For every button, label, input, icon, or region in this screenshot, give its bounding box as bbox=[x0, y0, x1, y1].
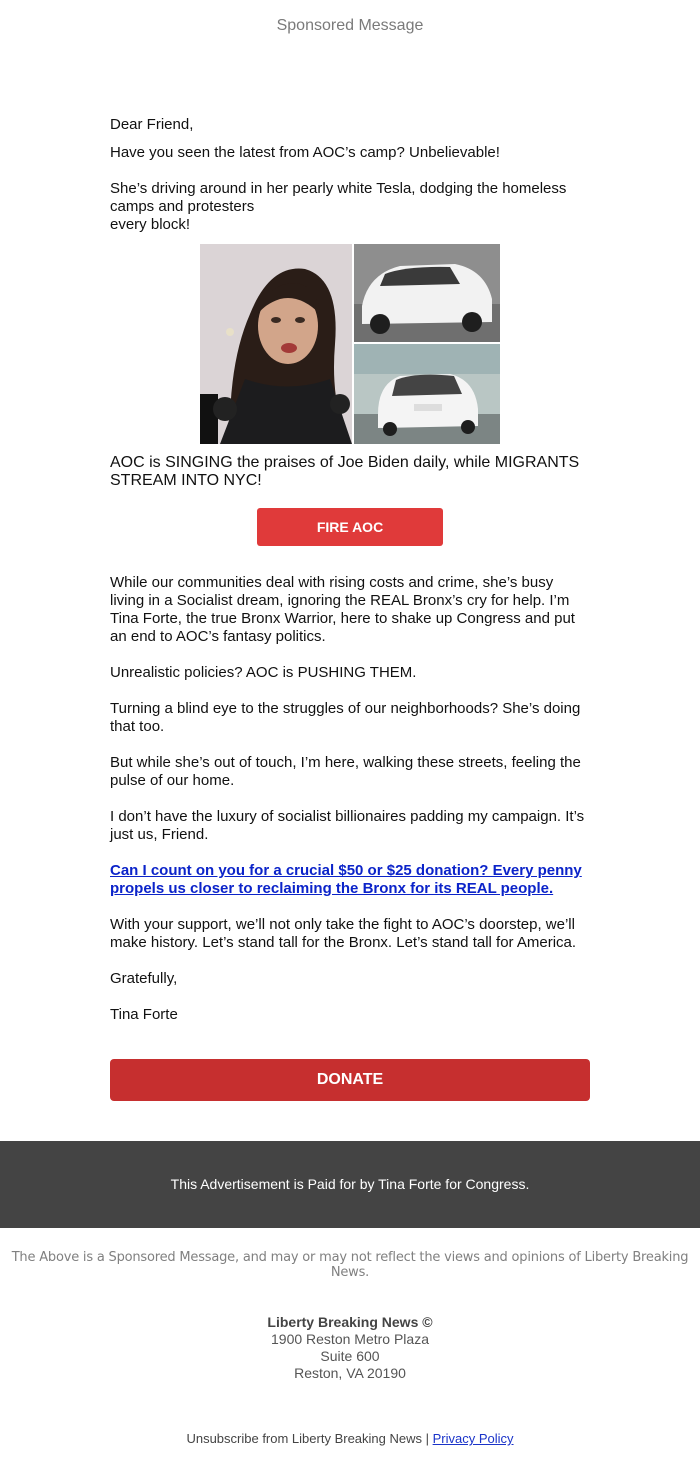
headline: AOC is SINGING the praises of Joe Biden daily, while MIGRANTS STREAM INTO NYC! bbox=[110, 454, 580, 489]
address-line2: Suite 600 bbox=[320, 1348, 380, 1364]
aoc-tesla-photo bbox=[200, 244, 500, 444]
paid-for-text: This Advertisement is Paid for by Tina Forte for Congress. bbox=[170, 1176, 530, 1192]
paragraph-support: With your support, we’ll not only take the fight to AOC’s doorstep, we’ll make history. Let’s stand tall for the Bronx. Let’s stand tall for America. bbox=[110, 916, 577, 951]
address-line3: Reston, VA 20190 bbox=[294, 1365, 406, 1381]
paragraph-socialist-dream: While our communities deal with rising costs and crime, she’s busy living in a Socialist dream, ignoring the REAL Bronx’s cry for help. I’m Tina Forte, the true Bronx Warrior, here to shake up Congress and put an end to AOC’s fantasy politics. bbox=[110, 574, 575, 645]
signature: Tina Forte bbox=[110, 1006, 178, 1023]
address-line1: 1900 Reston Metro Plaza bbox=[271, 1331, 429, 1347]
closing: Gratefully, bbox=[110, 970, 178, 987]
paragraph-tesla-line2: every block! bbox=[110, 216, 191, 233]
footer bbox=[0, 1431, 700, 1446]
paragraph-billionaires: I don’t have the luxury of socialist billionaires padding my campaign. It’s just us, Friend. bbox=[110, 808, 585, 843]
sponsored-label: Sponsored Message bbox=[276, 17, 424, 34]
fire-aoc-button[interactable]: FIRE AOC bbox=[257, 508, 443, 546]
sender-address bbox=[0, 1314, 700, 1382]
donate-button[interactable]: DONATE bbox=[110, 1059, 590, 1101]
paragraph-policies: Unrealistic policies? AOC is PUSHING THEM. bbox=[110, 664, 417, 681]
paid-for-bar bbox=[0, 1141, 700, 1228]
unsubscribe-link[interactable]: Unsubscribe from Liberty Breaking News bbox=[186, 1431, 422, 1446]
greeting: Dear Friend, bbox=[110, 116, 194, 133]
paragraph-blind-eye: Turning a blind eye to the struggles of our neighborhoods? She’s doing that too. bbox=[110, 700, 581, 735]
footer-separator: | bbox=[422, 1431, 433, 1446]
letter-body bbox=[110, 116, 590, 1042]
paragraph-tesla bbox=[110, 180, 590, 234]
donation-link[interactable]: Can I count on you for a crucial $50 or $25 donation? Every penny propels us closer to reclaiming the Bronx for its REAL people. bbox=[110, 862, 582, 897]
disclaimer: The Above is a Sponsored Message, and may or may not reflect the views and opinions of Liberty Breaking News. bbox=[11, 1250, 689, 1280]
paragraph-tesla-line1: She’s driving around in her pearly white Tesla, dodging the homeless camps and protesters bbox=[110, 180, 567, 215]
privacy-policy-link[interactable]: Privacy Policy bbox=[432, 1431, 514, 1446]
paragraph-intro: Have you seen the latest from AOC’s camp? Unbelievable! bbox=[110, 144, 500, 161]
paragraph-out-of-touch: But while she’s out of touch, I’m here, walking these streets, feeling the pulse of our home. bbox=[110, 754, 581, 789]
organization-name: Liberty Breaking News © bbox=[267, 1314, 433, 1330]
